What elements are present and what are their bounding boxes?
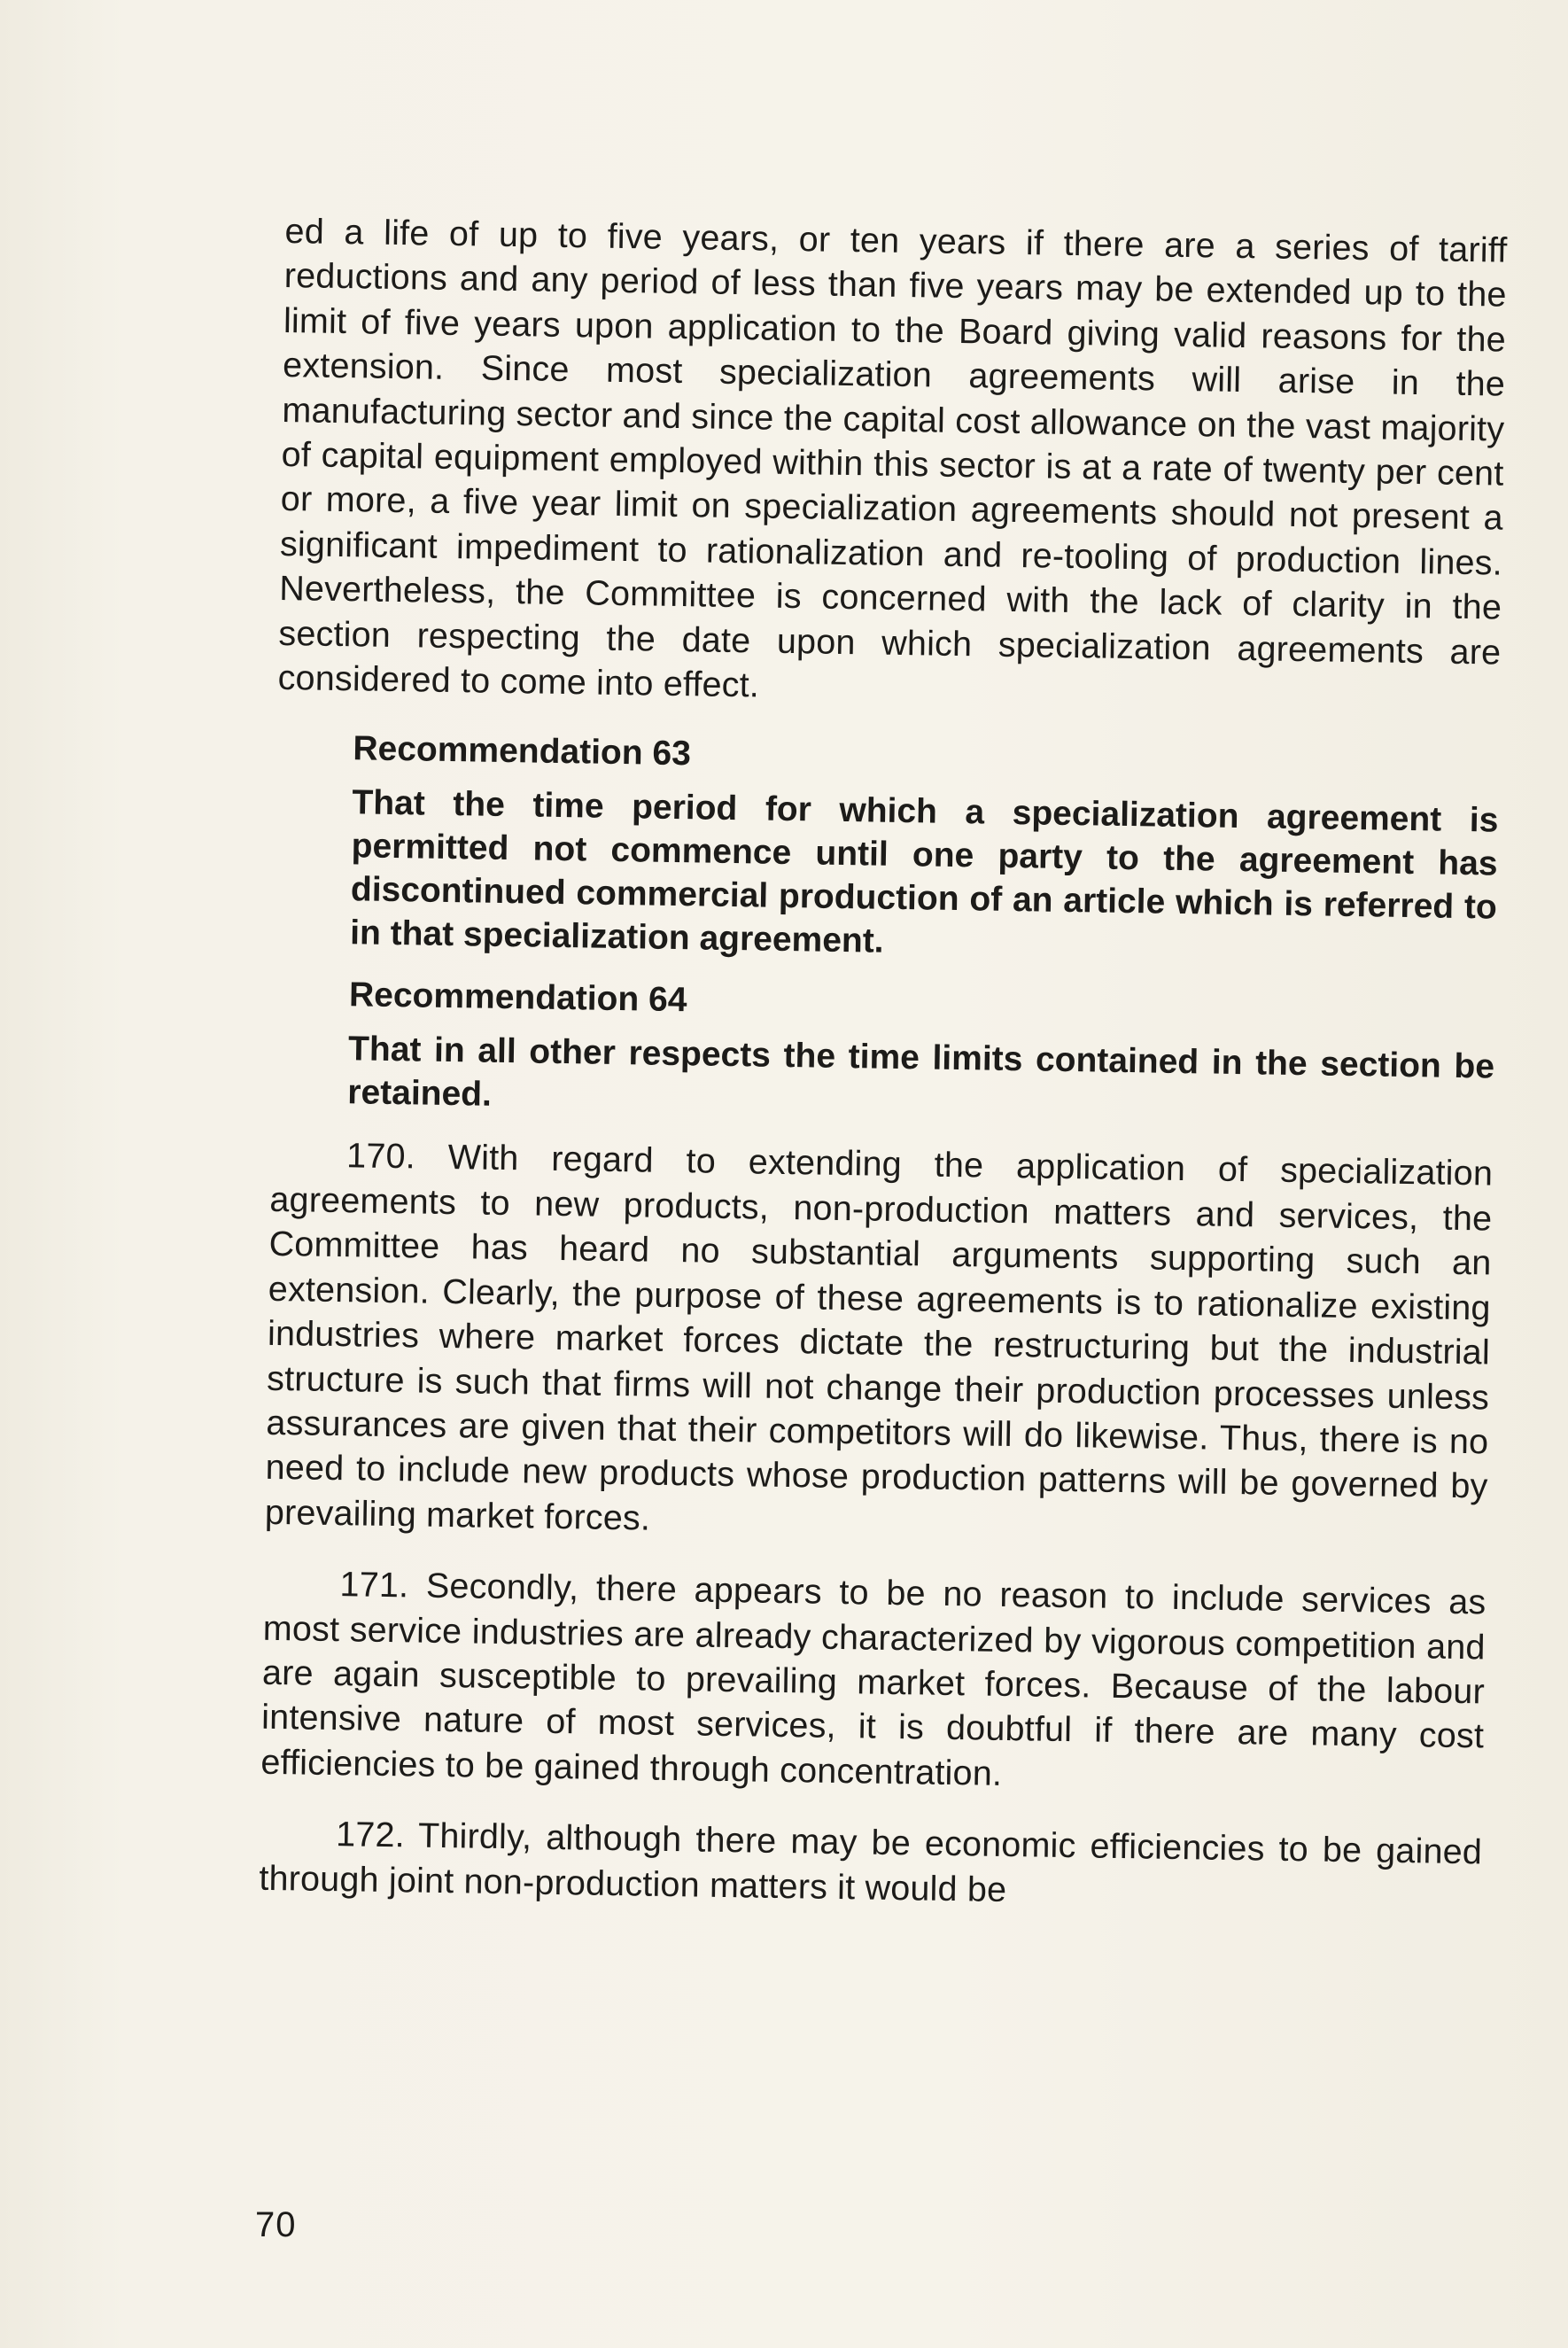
- paragraph-172: 172. Thirdly, although there may be economic efficiencies to be gained through joint non-production matters it would be: [259, 1815, 1483, 1909]
- recommendation-63: [350, 728, 1500, 973]
- paragraph-170: 170. With regard to extending the application of specialization agreements to new products, non-production matters and services, the Committee has heard no substantial arguments supporting such an extension. Clearly, the purpose of these agreements is to rationalize existing industries where market forces dictate the restructuring but the industrial structure is such that firms will not change their production processes unless assurances are given that their competitors will do likewise. Thus, there is no need to include new products whose production patterns will be governed by prevailing market forces.: [264, 1136, 1494, 1538]
- recommendation-heading: Recommendation 64: [348, 976, 687, 1020]
- page-number: 70: [255, 2205, 297, 2244]
- recommendation-text: That the time period for which a specialization agreement is permitted not commence until one party to the agreement has discontinued commercial production of an article which is referred to in that specialization agreement.: [349, 783, 1499, 961]
- paragraph-continued: ed a life of up to five years, or ten years if there are a series of tariff reductions and any period of less than five years may be extended up to the limit of five years upon application to the Board giving valid reasons for the extension. Since most specialization agreements will arise in the manufacturing sector and since the capital cost allowance on the vast majority of capital equipment employed within this sector is at a rate of twenty per cent or more, a five year limit on specialization agreements should not present a significant impediment to rationalization and re-tooling of production lines. Nevertheless, the Committee is concerned with the lack of clarity in the section respecting the date upon which specialization agreements are considered to come into effect.: [277, 211, 1508, 705]
- recommendation-heading: Recommendation 63: [353, 729, 692, 774]
- paragraph-171: 171. Secondly, there appears to be no reason to include services as most service industries are already characterized by vigorous competition and are again susceptible to prevailing market forces. Because of the labour intensive nature of most services, it is doubtful if there are many cost efficiencies to be gained through concentration.: [260, 1565, 1486, 1793]
- page-text-block: [259, 209, 1508, 1946]
- recommendation-text: That in all other respects the time limits contained in the section be retained.: [347, 1030, 1495, 1115]
- recommendation-64: [347, 975, 1495, 1132]
